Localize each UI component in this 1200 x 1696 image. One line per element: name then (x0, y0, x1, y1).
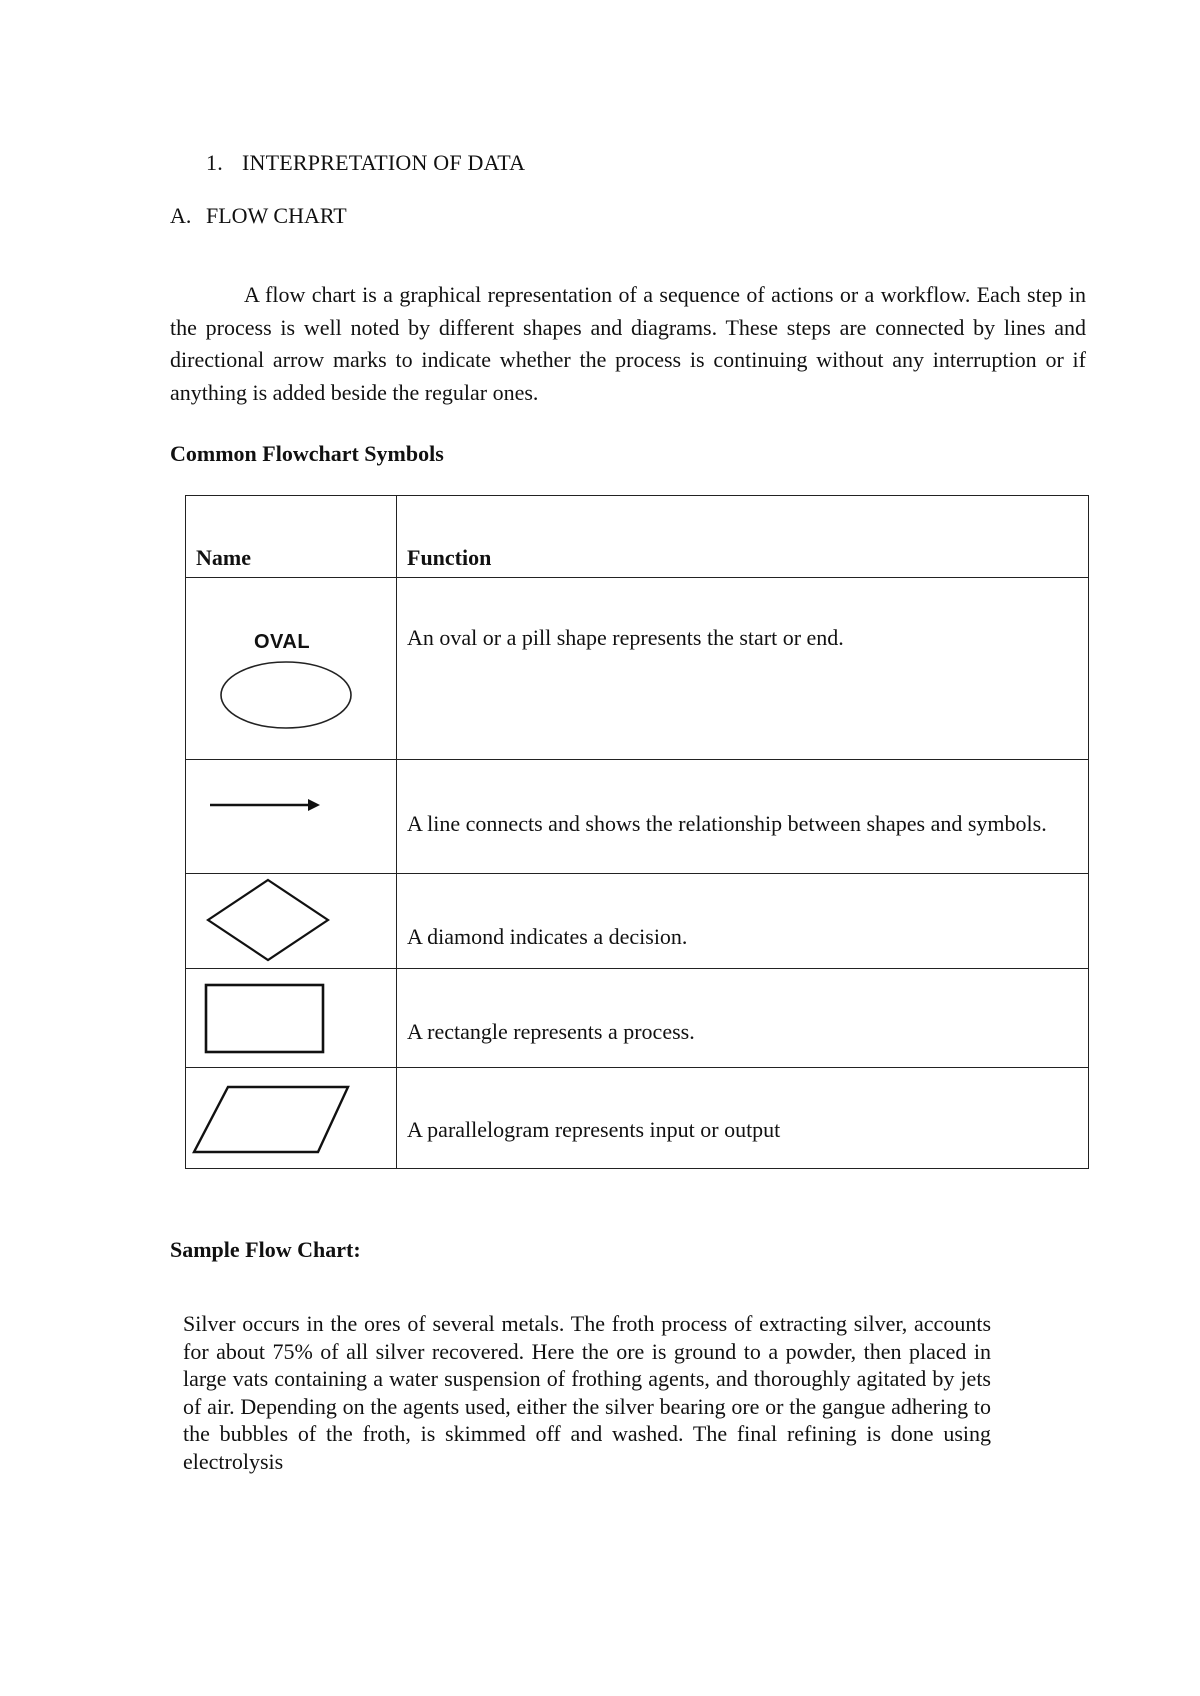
subsection-title: FLOW CHART (206, 203, 347, 228)
sample-heading: Sample Flow Chart: (170, 1237, 361, 1262)
symbols-heading: Common Flowchart Symbols (170, 441, 444, 466)
parallelogram-icon (186, 1068, 386, 1169)
function-text: A diamond indicates a decision. (407, 924, 688, 949)
table-header-row (186, 496, 1089, 578)
function-cell (397, 1068, 1089, 1169)
table-row (186, 1068, 1089, 1169)
intro-paragraph: A flow chart is a graphical representation of a sequence of actions or a workflow. Each step in the process is well noted by different shapes and diagrams. These steps are connected by lines and directional arrow marks to indicate whether the process is continuing without any interruption or if anything is added beside the regular ones. (170, 282, 1086, 405)
shape-cell (186, 969, 397, 1068)
section-number: 1. (206, 150, 223, 175)
arrow-line-icon (186, 760, 386, 874)
symbols-table (185, 495, 1089, 1169)
section-title: INTERPRETATION OF DATA (242, 150, 526, 175)
subsection-letter: A. (170, 203, 192, 228)
shape-cell (186, 1068, 397, 1169)
function-text: A rectangle represents a process. (407, 1019, 695, 1044)
oval-icon (186, 578, 386, 760)
table-row (186, 578, 1089, 760)
sample-paragraph: Silver occurs in the ores of several metals. The froth process of extracting silver, accounts for about 75% of all silver recovered. Here the ore is ground to a powder, then placed in large vats containing a water suspension of frothing agents, and thoroughly agitated by jets of air. Depending on the agents used, either the silver bearing ore or the gangue adhering to the bubbles of the froth, is skimmed off and washed. The final refining is done using electrolysis (183, 1311, 991, 1474)
oval-label: OVAL (254, 631, 311, 653)
subsection-heading (170, 203, 347, 229)
section-heading (206, 150, 525, 176)
function-cell (397, 969, 1089, 1068)
table-row (186, 760, 1089, 874)
header-function: Function (397, 496, 1089, 578)
function-cell (397, 760, 1089, 874)
table-row (186, 874, 1089, 969)
shape-cell (186, 874, 397, 969)
table-row (186, 969, 1089, 1068)
function-cell (397, 578, 1089, 760)
rectangle-icon (186, 969, 386, 1068)
diamond-icon (186, 874, 386, 969)
shape-cell (186, 578, 397, 760)
function-text: An oval or a pill shape represents the start or end. (407, 625, 844, 650)
function-cell (397, 874, 1089, 969)
function-text: A parallelogram represents input or output (407, 1117, 781, 1142)
header-name: Name (186, 496, 397, 578)
function-text: A line connects and shows the relationship between shapes and symbols. (407, 811, 1047, 836)
shape-cell (186, 760, 397, 874)
